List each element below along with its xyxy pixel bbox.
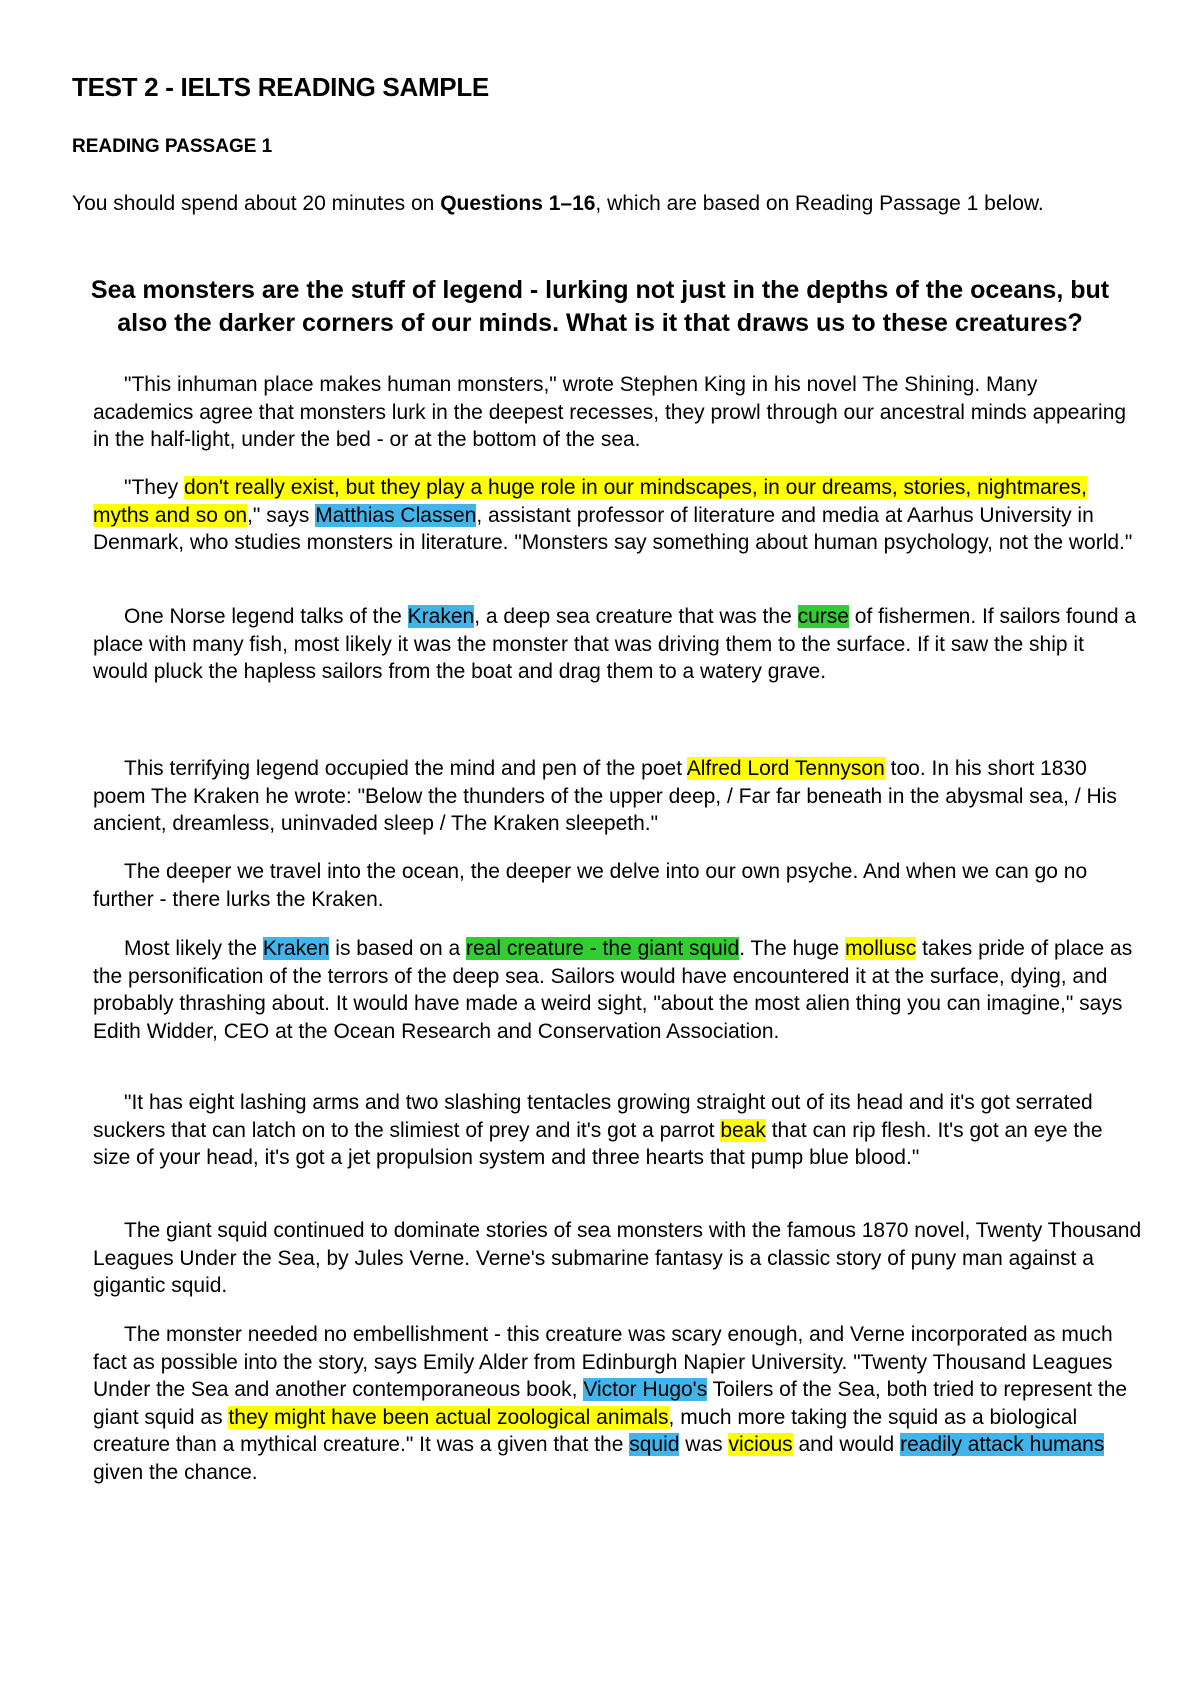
paragraph-text: was: [679, 1433, 729, 1456]
paragraph-text: "This inhuman place makes human monsters," wrote Stephen King in his novel The Shining. Many academics agree that monsters lurk in the deepest recesses, they prowl through our ancestral minds appearing in the half-light, under the bed - or at the bottom of the sea.: [93, 373, 1127, 451]
paragraph-text: , assistant professor of literature and media at Aarhus University in Denmark, who studies monsters in literature. "Monsters say something about human psychology, not the world.": [93, 503, 1133, 554]
paragraph-text: , much more taking the squid as a biological creature than a mythical creature." It was a given that the: [93, 1405, 1078, 1456]
highlight-green: real creature - the giant squid: [466, 937, 740, 960]
highlight-blue: readily attack humans: [900, 1433, 1105, 1456]
paragraph-text: The giant squid continued to dominate stories of sea monsters with the famous 1870 novel, Twenty Thousand Leagues Under the Sea, by Jules Verne. Verne's submarine fantasy is a classic story of puny man against a gigantic squid.: [93, 1219, 1142, 1297]
paragraph-2: [93, 474, 1143, 557]
highlight-yellow: Alfred Lord Tennyson: [686, 757, 885, 780]
highlight-green: curse: [797, 605, 849, 628]
paragraph-text: Most likely the: [124, 937, 263, 960]
highlight-yellow: mollusc: [845, 937, 917, 960]
highlight-yellow: don't really exist, but they play a huge role in our mindscapes, in our dreams, stories, nightmares, myths and so on: [93, 476, 1087, 527]
paragraph-text: is based on a: [329, 937, 467, 960]
paragraph-8: [93, 1217, 1143, 1300]
highlight-blue: Kraken: [262, 937, 330, 960]
paragraph-text: that can rip flesh. It's got an eye the size of your head, it's got a jet propulsion system and three hearts that pump blue blood.": [93, 1118, 1103, 1169]
highlight-blue: squid: [629, 1433, 680, 1456]
paragraph-3: [93, 603, 1143, 686]
paragraph-7: [93, 1089, 1143, 1172]
highlight-yellow: they might have been actual zoological animals: [228, 1405, 669, 1429]
paragraph-text: "It has eight lashing arms and two slashing tentacles growing straight out of its head and it's got serrated suckers that can latch on to the slimiest of prey and it's got a parrot: [93, 1091, 1093, 1142]
section-title: READING PASSAGE 1: [72, 136, 273, 157]
highlight-blue: Victor Hugo's: [583, 1378, 708, 1401]
paragraph-text: too. In his short 1830 poem The Kraken he wrote: "Below the thunders of the upper deep, / Far far beneath in the abysmal sea, / His ancient, dreamless, uninvaded sleep / The Kraken sleepeth.": [93, 757, 1117, 835]
instructions: [72, 190, 1132, 217]
instructions-text: You should spend about 20 minutes on: [72, 192, 441, 215]
paragraph-6: [93, 935, 1143, 1045]
paragraph-text: of fishermen. If sailors found a place with many fish, most likely it was the monster that was driving them to the surface. If it saw the ship it would pluck the hapless sailors from the boat and drag them to a watery grave.: [93, 605, 1137, 683]
paragraph-text: The deeper we travel into the ocean, the deeper we delve into our own psyche. And when we can go no further - there lurks the Kraken.: [93, 860, 1088, 911]
instructions-questions: Questions 1–16: [440, 192, 596, 215]
instructions-text-end: , which are based on Reading Passage 1 below.: [595, 192, 1044, 215]
paragraph-text: ," says: [247, 503, 316, 527]
paragraph-text: The monster needed no embellishment - this creature was scary enough, and Verne incorporated as much fact as possible into the story, says Emily Alder from Edinburgh Napier University. "Twenty Thousand Leagues Under the Sea and another contemporaneous book,: [93, 1323, 1113, 1401]
highlight-blue: Matthias Classen: [315, 503, 477, 527]
highlight-yellow: beak: [720, 1118, 766, 1142]
highlight-yellow: vicious: [728, 1433, 793, 1456]
document-title: TEST 2 - IELTS READING SAMPLE: [72, 72, 489, 102]
highlight-blue: Kraken: [407, 605, 475, 628]
paragraph-text: One Norse legend talks of the: [124, 605, 408, 628]
paragraph-9: [93, 1321, 1143, 1486]
paragraph-text: given the chance.: [93, 1460, 258, 1484]
paragraph-text: . The huge: [739, 937, 846, 960]
paragraph-text: and would: [792, 1433, 901, 1456]
paragraph-text: This terrifying legend occupied the mind and pen of the poet: [124, 757, 687, 780]
passage-headline: Sea monsters are the stuff of legend - lurking not just in the depths of the oceans, but also the darker corners of our minds. What is it that draws us to these creatures?: [90, 276, 1110, 337]
paragraph-5: [93, 858, 1143, 913]
paragraph-text: Toilers of the Sea, both tried to represent the giant squid as: [93, 1378, 1128, 1429]
paragraph-text: takes pride of place as the personification of the terrors of the deep sea. Sailors would have encountered it at the surface, dying, and probably thrashing about. It would have made a weird sight, "about the most alien thing you can imagine," says Edith Widder, CEO at the Ocean Research and Conservation Association.: [93, 937, 1133, 1043]
paragraph-4: [93, 755, 1143, 838]
paragraph-1: [93, 371, 1143, 454]
paragraph-text: , a deep sea creature that was the: [474, 605, 798, 628]
paragraph-text: "They: [124, 476, 184, 499]
